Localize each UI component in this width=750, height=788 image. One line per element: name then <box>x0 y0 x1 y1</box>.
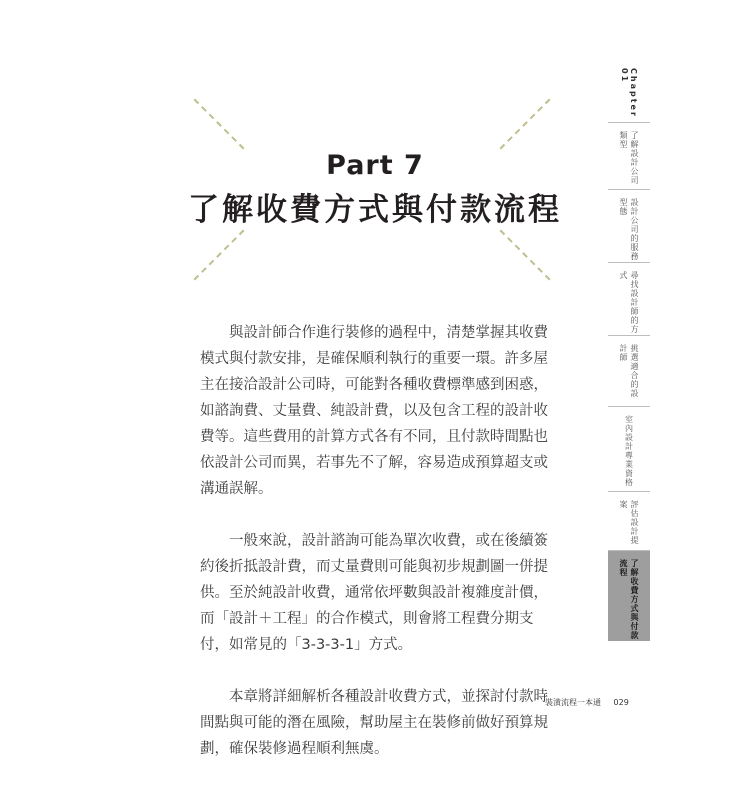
side-tab-label: 了解設計公司類型 <box>619 131 639 185</box>
side-tab-label: 挑選適合的設計師 <box>619 344 639 398</box>
side-tab-label: 設計公司的服務型態 <box>619 198 639 261</box>
side-tab-label: 尋找設計師的方式 <box>619 271 639 334</box>
decorative-dash-line <box>500 99 551 150</box>
paragraph: 與設計師合作進行裝修的過程中，清楚掌握其收費模式與付款安排，是確保順利執行的重要一環。許多屋主在接洽設計公司時，可能對各種收費標準感到困惑，如諮詢費、丈量費、純設計費，以及包含工程的設計收費等。這些費用的計算方式各有不同，且付款時間點也依設計公司而異，若事先不了解，容易造成預算超支或溝通誤解。 <box>200 325 548 497</box>
paragraph: 一般來說，設計諮詢可能為單次收費，或在後續簽約後折抵設計費，而丈量費則可能與初步規劃圖一併提供。至於純設計收費，通常依坪數與設計複雜度計價，而「設計＋工程」的合作模式，則會將工程費分期支付，如常見的「3-3-3-1」方式。 <box>200 533 548 653</box>
side-tab-1[interactable] <box>608 123 650 190</box>
side-tab-6[interactable] <box>608 492 650 551</box>
decorative-dash-line <box>500 230 551 281</box>
side-tab-2[interactable] <box>608 190 650 263</box>
decorative-dash-line <box>194 99 245 150</box>
page-number: 029 <box>613 698 629 707</box>
side-tab-label: 評估設計提案 <box>619 500 639 545</box>
side-tab-3[interactable] <box>608 263 650 336</box>
page-title: 了解收費方式與付款流程 <box>188 192 562 228</box>
part-label: Part 7 <box>326 150 424 181</box>
side-tab-5[interactable] <box>608 407 650 492</box>
side-tab-label: 室內設計專業資格 <box>624 415 634 487</box>
page-footer <box>545 697 629 708</box>
book-title: 裝潢流程一本通 <box>545 698 601 707</box>
side-tab-4[interactable] <box>608 336 650 407</box>
body-text <box>200 320 562 788</box>
chapter-tab <box>608 60 650 123</box>
paragraph: 本章將詳細解析各種設計收費方式，並探討付款時間點與可能的潛在風險，幫助屋主在裝修前做好預算規劃，確保裝修過程順利無虞。 <box>200 689 548 757</box>
side-tab-label: 了解收費方式與付款流程 <box>619 559 639 640</box>
side-chapter-tabs <box>608 60 652 641</box>
chapter-label: Chapter 01 <box>620 68 638 118</box>
side-tab-active[interactable] <box>608 551 650 641</box>
decorative-dash-line <box>194 230 245 281</box>
